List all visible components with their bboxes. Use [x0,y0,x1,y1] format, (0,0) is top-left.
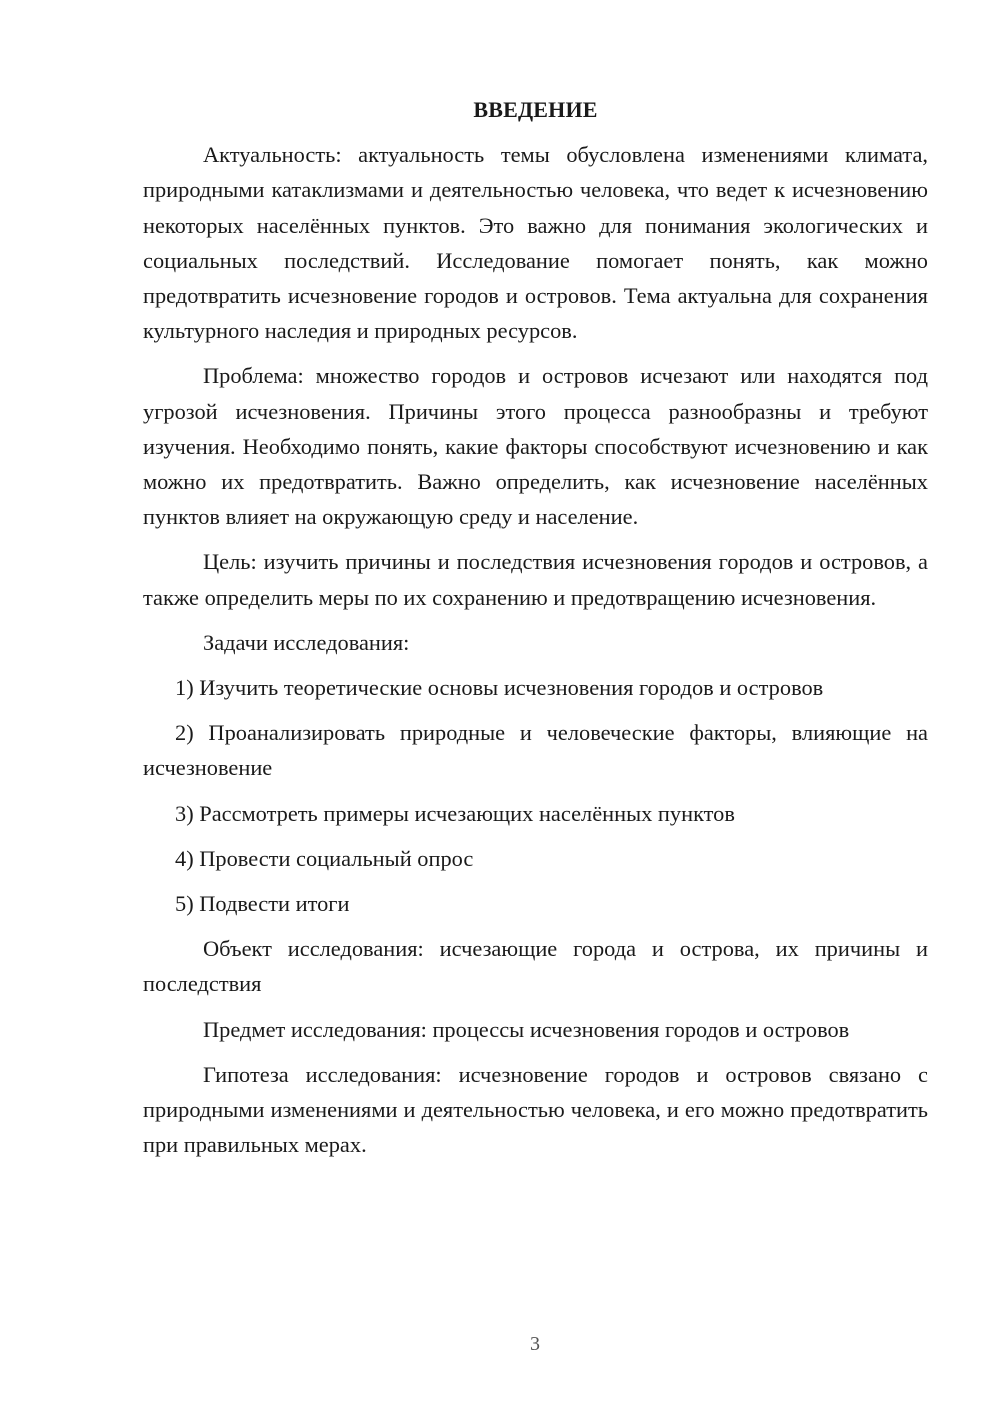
task-item: 5) Подвести итоги [175,891,350,917]
relevance-paragraph: Актуальность: актуальность темы обусловлена изменениями климата, природными катаклизмами и деятельностью человека, что ведет к исчезновению некоторых населённых пунктов. Это важно для понимания экологических и социальных последствий. Исследование помогает понять, как можно предотвратить исчезновение городов и островов. Тема актуальна для сохранения культурного наследия и природных ресурсов. [143,142,928,344]
page-title: ВВЕДЕНИЕ [473,97,598,122]
object-paragraph: Объект исследования: исчезающие города и острова, их причины и последствия [143,936,928,997]
task-item: 4) Провести социальный опрос [175,845,474,871]
hypothesis-paragraph: Гипотеза исследования: исчезновение городов и островов связано с природными изменениями и деятельностью человека, и его можно предотвратить при правильных мерах. [143,1061,928,1158]
problem-paragraph: Проблема: множество городов и островов исчезают или находятся под угрозой исчезновения. Причины этого процесса разнообразны и требуют изучения. Необходимо понять, какие факторы способствуют исчезновению и как можно их предотвратить. Важно определить, как исчезновение населённых пунктов влияет на окружающую среду и население. [143,363,928,530]
page-number: 3 [530,1333,540,1355]
subject-paragraph: Предмет исследования: процессы исчезновения городов и островов [203,1016,850,1042]
tasks-heading: Задачи исследования: [203,629,410,655]
task-item: 2) Проанализировать природные и человеческие факторы, влияющие на исчезновение [143,720,928,781]
task-item: 3) Рассмотреть примеры исчезающих населённых пунктов [175,800,735,826]
goal-paragraph: Цель: изучить причины и последствия исчезновения городов и островов, а также определить меры по их сохранению и предотвращению исчезновения. [143,549,928,610]
page-content [143,92,928,1172]
task-item: 1) Изучить теоретические основы исчезновения городов и островов [175,675,824,701]
